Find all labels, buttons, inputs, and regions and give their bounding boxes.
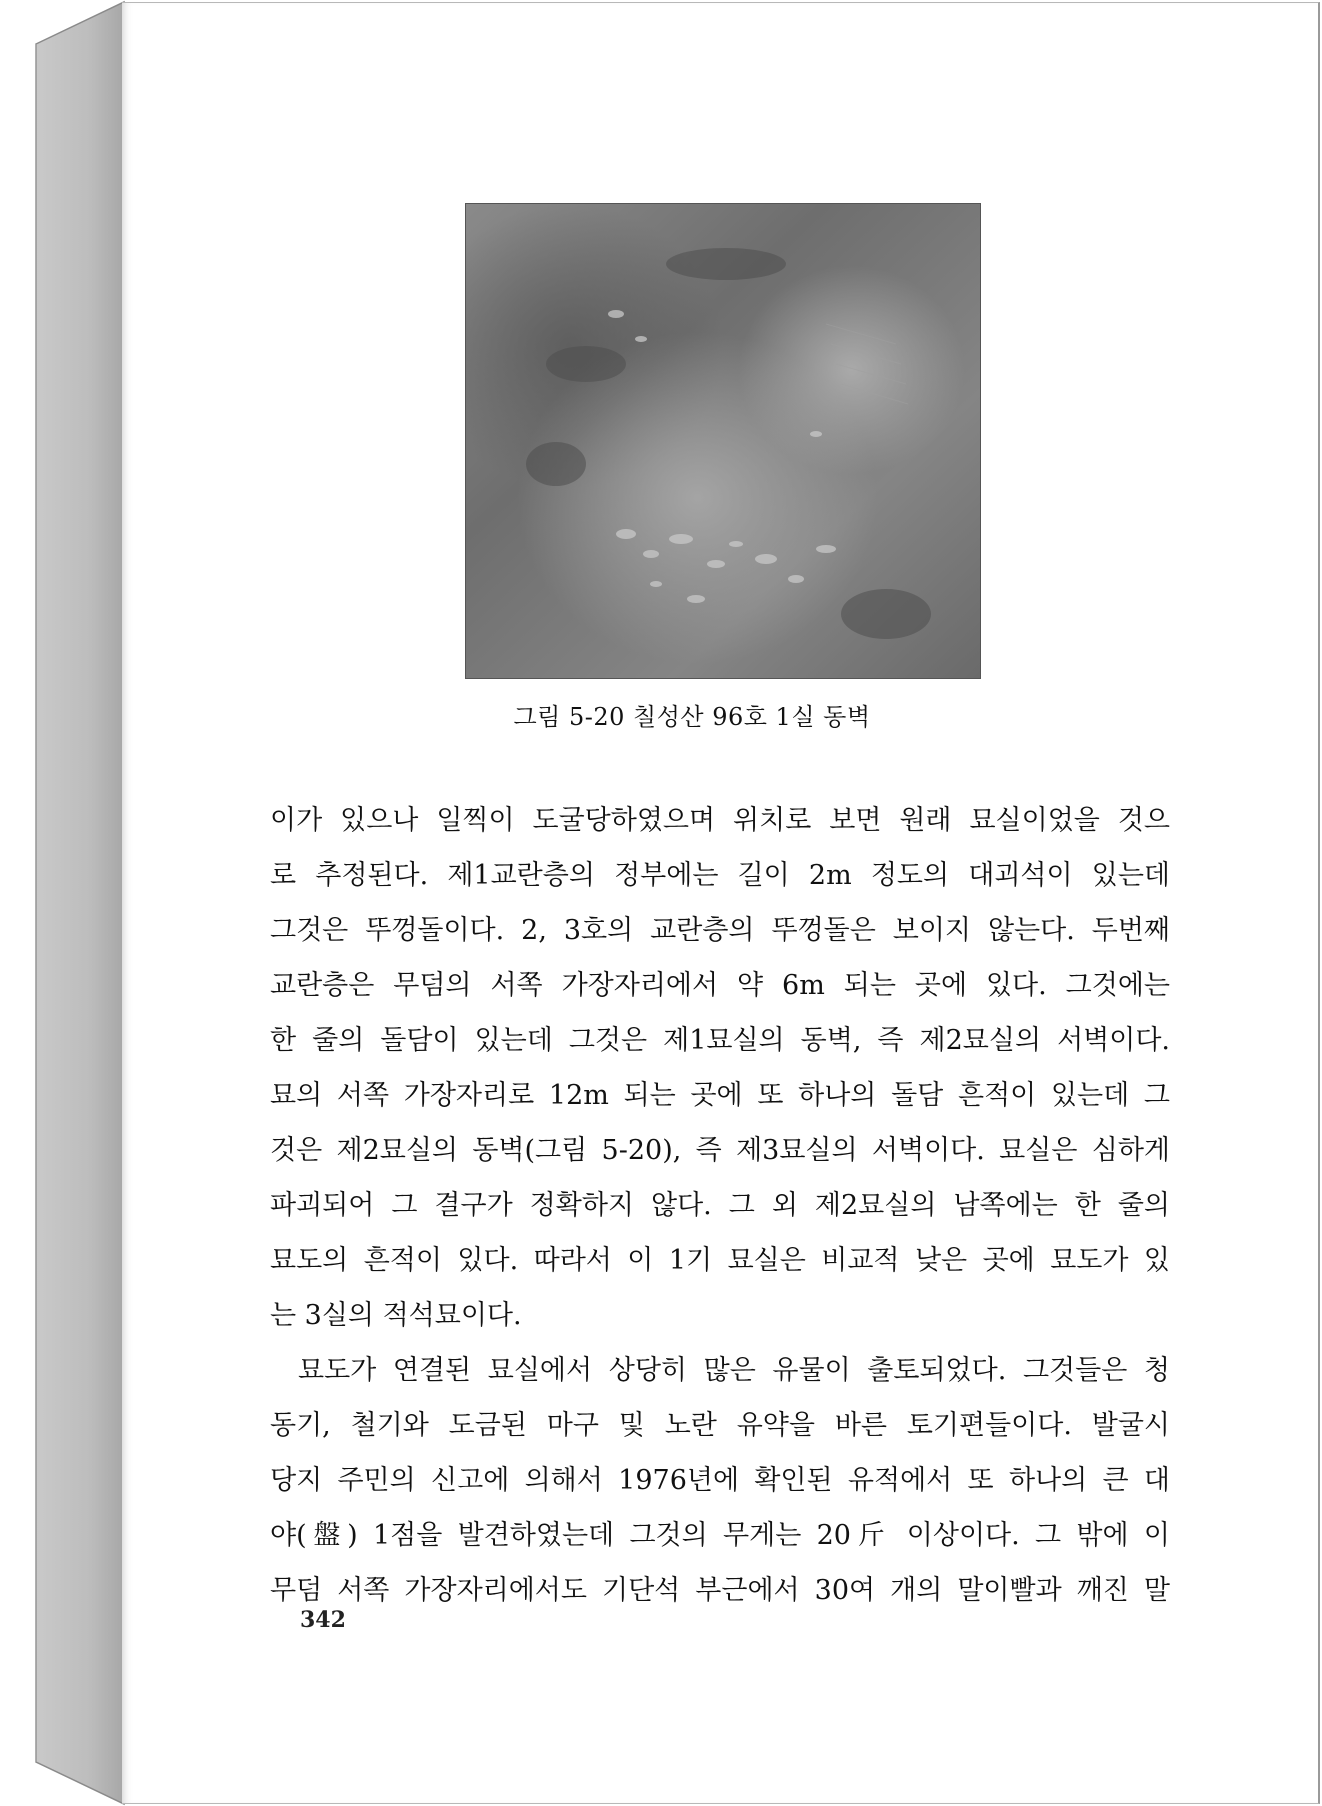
text-line: 당지 주민의 신고에 의해서 1976년에 확인된 유적에서 또 하나의 큰 대 (270, 1465, 1170, 1496)
text-line: 동기, 철기와 도금된 마구 및 노란 유약을 바른 토기편들이다. 발굴시 (270, 1410, 1170, 1441)
text-line: 무덤 서쪽 가장자리에서도 기단석 부근에서 30여 개의 말이빨과 깨진 말 (270, 1575, 1170, 1606)
text-line: 야(盤) 1점을 발견하였는데 그것의 무게는 20斤 이상이다. 그 밖에 이 (270, 1520, 1170, 1551)
text-line: 묘의 서쪽 가장자리로 12m 되는 곳에 또 하나의 돌담 흔적이 있는데 그 (270, 1080, 1170, 1111)
text-line: 한 줄의 돌담이 있는데 그것은 제1묘실의 동벽, 즉 제2묘실의 서벽이다. (270, 1025, 1170, 1056)
text-line: 묘도의 흔적이 있다. 따라서 이 1기 묘실은 비교적 낮은 곳에 묘도가 있 (270, 1245, 1170, 1276)
body-paragraphs (270, 793, 1170, 1618)
text-line: 이가 있으나 일찍이 도굴당하였으며 위치로 보면 원래 묘실이었을 것으 (270, 805, 1170, 836)
text-line: 것은 제2묘실의 동벽(그림 5-20), 즉 제3묘실의 서벽이다. 묘실은 심하게 (270, 1135, 1170, 1166)
excavation-photo (465, 203, 981, 679)
photo-graphic (466, 204, 980, 678)
book-spine (0, 0, 130, 1806)
text-line: 그것은 뚜껑돌이다. 2, 3호의 교란층의 뚜껑돌은 보이지 않는다. 두번째 (270, 915, 1170, 946)
book-page (122, 2, 1320, 1804)
book-edge-graphic (0, 0, 130, 1806)
page-number: 342 (300, 1607, 346, 1633)
text-line: 교란층은 무덤의 서쪽 가장자리에서 약 6m 되는 곳에 있다. 그것에는 (270, 970, 1170, 1001)
text-line: 묘도가 연결된 묘실에서 상당히 많은 유물이 출토되었다. 그것들은 청 (298, 1355, 1170, 1386)
figure-caption: 그림 5-20 칠성산 96호 1실 동벽 (513, 703, 871, 731)
text-line: 는 3실의 적석묘이다. (270, 1300, 522, 1331)
text-line: 로 추정된다. 제1교란층의 정부에는 길이 2m 정도의 대괴석이 있는데 (270, 860, 1170, 891)
text-line: 파괴되어 그 결구가 정확하지 않다. 그 외 제2묘실의 남쪽에는 한 줄의 (270, 1190, 1170, 1221)
